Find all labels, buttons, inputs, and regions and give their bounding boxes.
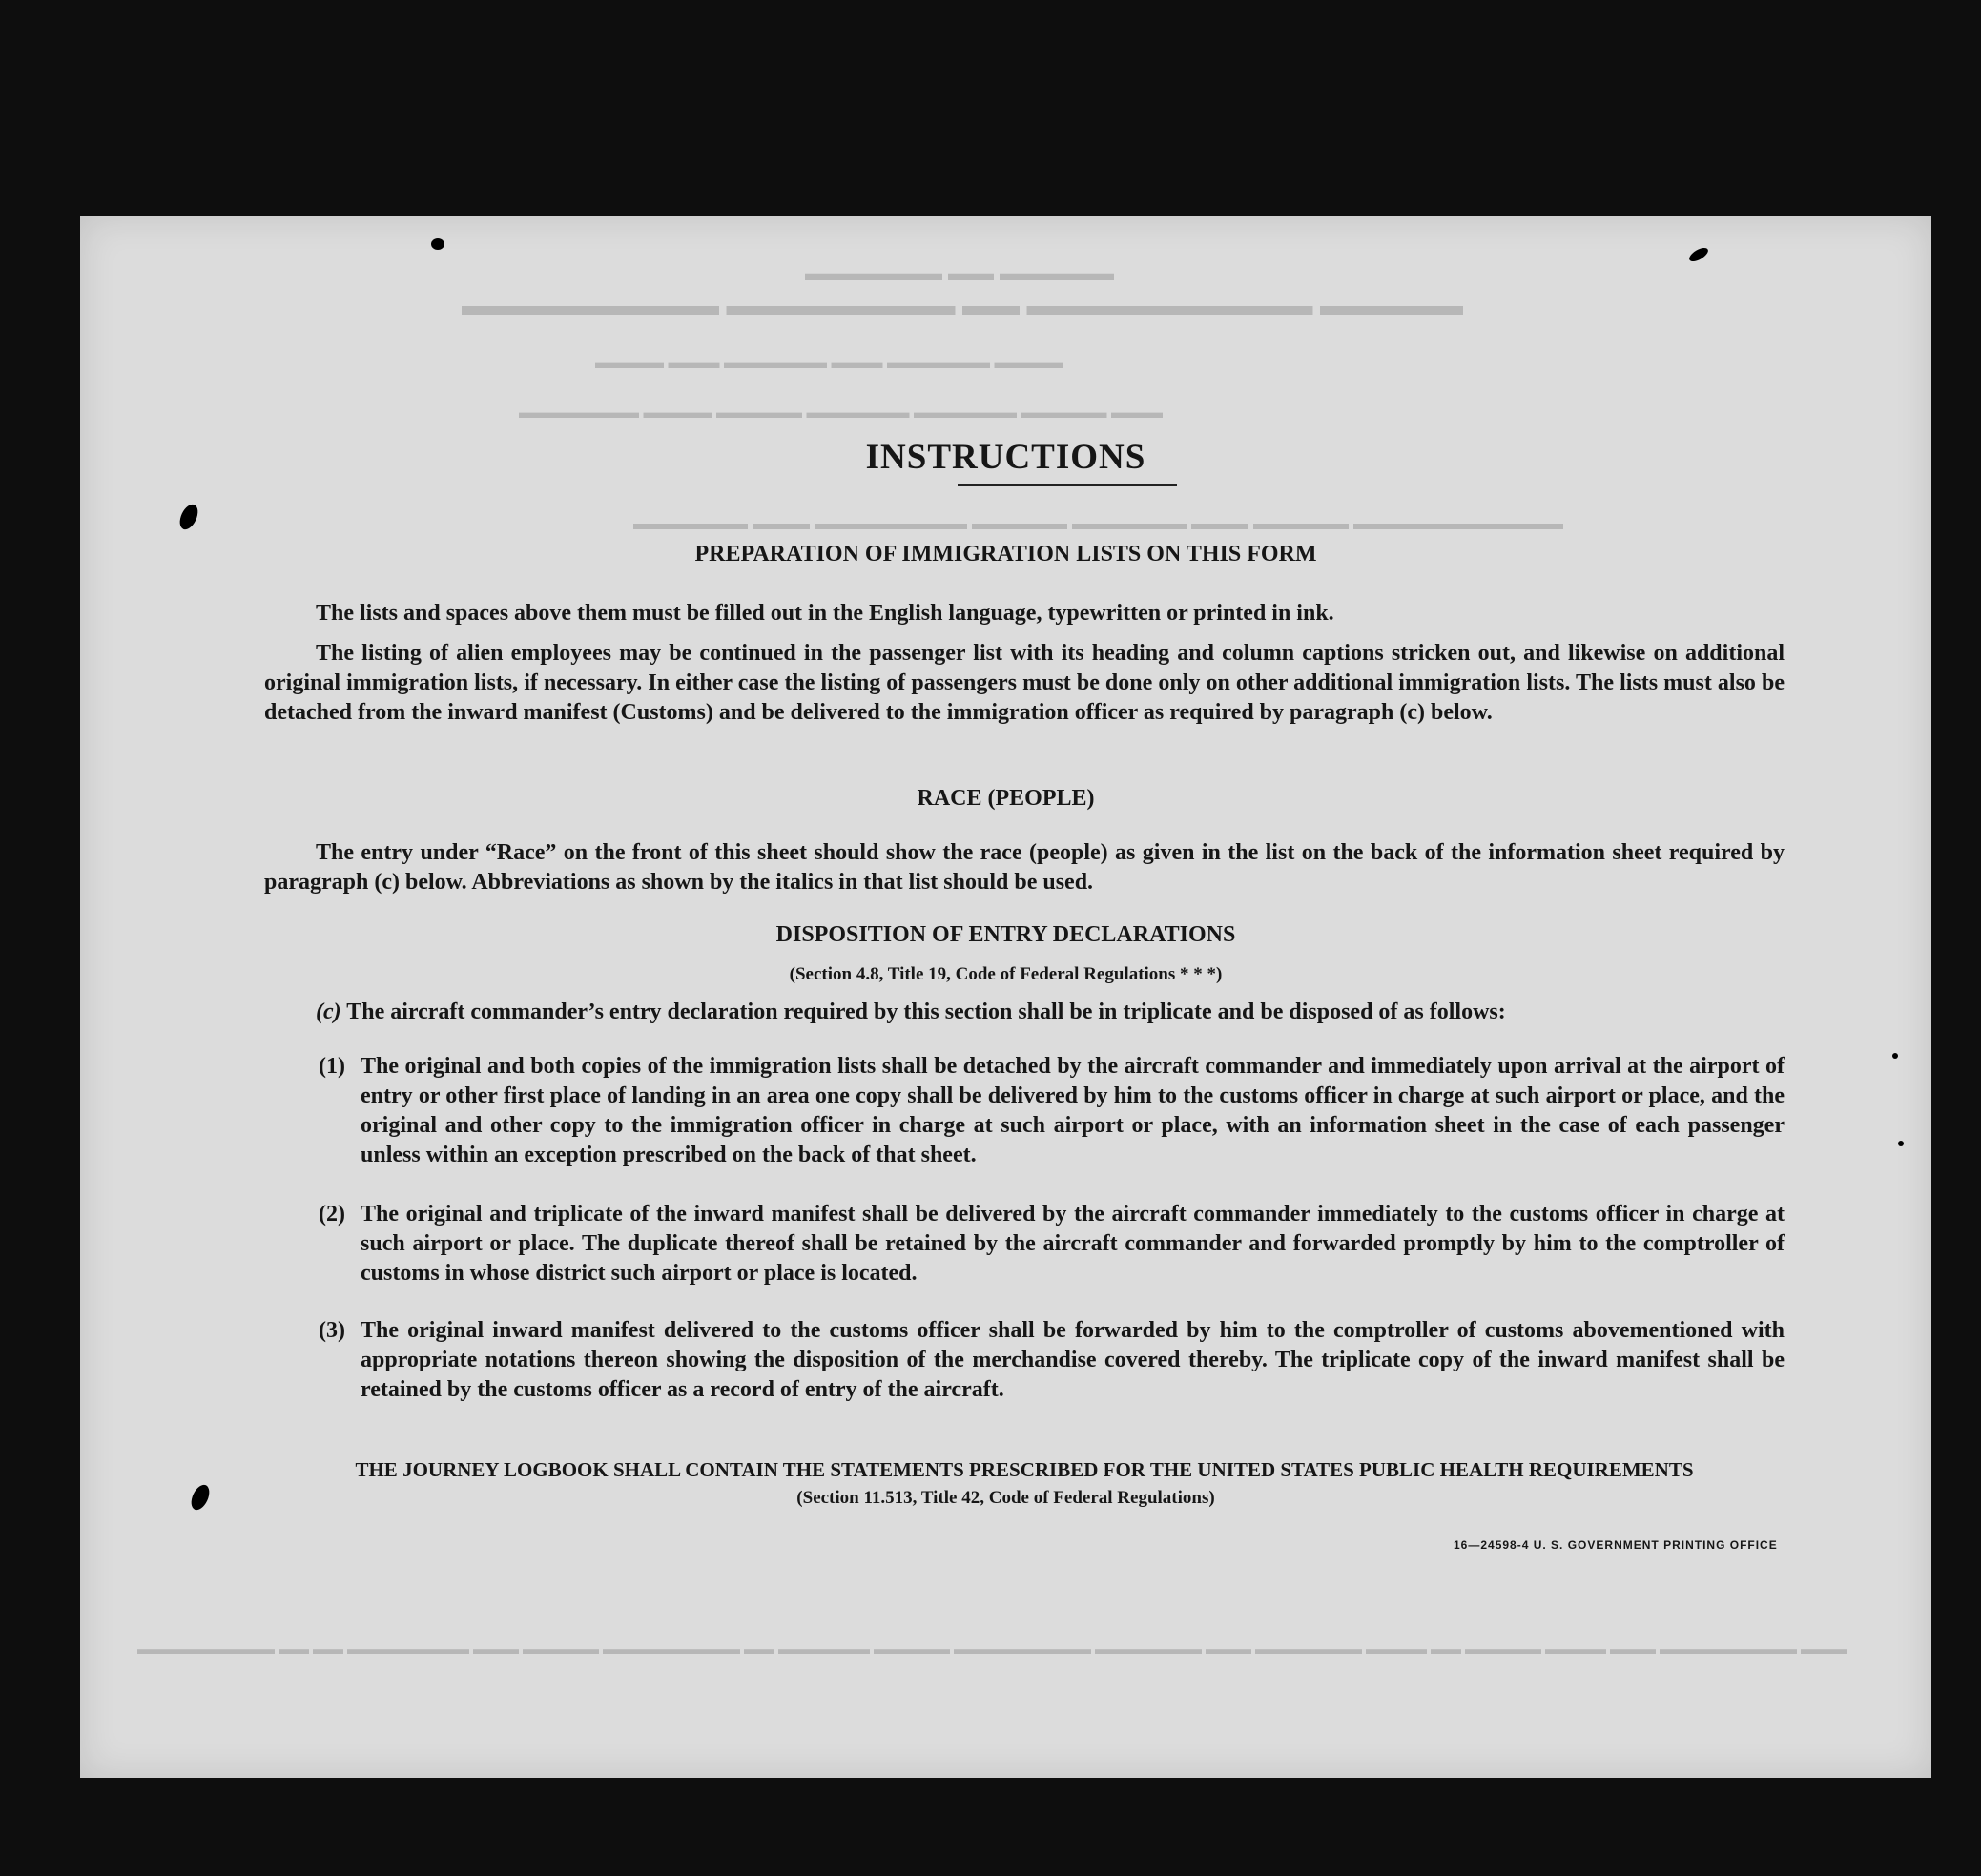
paragraph-label: (c) <box>316 1000 341 1024</box>
preparation-paragraph-2: The listing of alien employees may be continued in the passenger list with its heading and column captions stricken out, and likewise on additional original immigration lists, if necessary. In either case the listing of passengers must be done only on other additional immigration lists. The lists must also be detached from the inward manifest (Customs) and be delivered to the immigration officer as required by paragraph (c) below. <box>264 641 1785 725</box>
race-paragraph: The entry under “Race” on the front of this sheet should show the race (people) as given in the list on the back of the information sheet required by paragraph (c) below. Abbreviations as shown by the italics in that list should be used. <box>264 840 1785 895</box>
preparation-paragraph-1: The lists and spaces above them must be filled out in the English language, typewritten or printed in ink. <box>316 601 1334 626</box>
item-text: The original and triplicate of the inward manifest shall be delivered by the aircraft commander immediately to the customs officer in charge at such airport or place. The duplicate thereof shall be retained by the aircraft commander and forwarded promptly by him to the comptroller of customs in whose district such airport or place is located. <box>361 1202 1785 1286</box>
title-underline <box>958 484 1177 486</box>
instructions-content <box>80 216 1931 1778</box>
logbook-citation: (Section 11.513, Title 42, Code of Federal Regulations) <box>796 1488 1215 1508</box>
item-text: The original and both copies of the immigration lists shall be detached by the aircraft commander and immediately upon arrival at the airport of entry or other first place of landing in an area one copy shall be delivered by him to the customs officer in charge at such airport or place, and the original and other copy to the immigration officer in charge at such airport or place, with an information sheet in the case of each passenger unless within an exception prescribed on the back of that sheet. <box>361 1054 1785 1167</box>
bleed-through-text: ▬▬▬ ▬▬▬▬▬ ▬▬▬▬▬▬ ▬▬▬▬▬▬ ▬▬▬▬▬ ▬▬▬▬ ▬▬▬▬▬▬▬ <box>519 402 1163 422</box>
item-number: (3) <box>319 1318 345 1343</box>
bleed-through-text: ▬▬▬▬▬▬▬▬▬▬▬ ▬▬▬▬▬ ▬▬▬ ▬▬▬▬▬▬ ▬▬▬▬▬ ▬▬▬▬▬▬▬▬ ▬▬▬ ▬▬▬▬▬▬ <box>633 513 1563 534</box>
intro-text: The aircraft commander’s entry declaration required by this section shall be in triplicate and be disposed of as follows: <box>346 1000 1506 1024</box>
section-heading-disposition: DISPOSITION OF ENTRY DECLARATIONS <box>775 922 1236 947</box>
disposition-item-2 <box>319 1200 1785 1288</box>
item-number: (1) <box>319 1054 345 1079</box>
section-heading-race: RACE (PEOPLE) <box>917 786 1095 811</box>
page-title: INSTRUCTIONS <box>865 438 1146 477</box>
bleed-through-text: ▬▬▬▬▬ ▬▬ ▬▬▬▬▬▬ <box>805 261 1114 286</box>
bleed-through-text: ▬▬▬▬▬ ▬▬▬▬▬▬▬▬▬▬ ▬▬ ▬▬▬▬▬▬▬▬ ▬▬▬▬▬▬▬▬▬ <box>462 290 1463 321</box>
bleed-through-text: ▬▬▬ ▬▬▬▬▬▬▬▬▬ ▬▬▬ ▬▬▬▬ ▬▬▬▬▬ ▬▬ ▬▬▬▬ ▬▬▬▬▬▬▬ ▬▬▬ ▬▬▬▬▬▬▬ ▬▬▬▬▬▬▬▬▬ ▬▬▬▬▬ ▬▬▬▬▬▬ ▬▬ ▬▬▬▬▬▬▬▬▬ ▬▬▬▬▬ ▬▬▬ ▬▬▬▬▬▬▬▬ ▬▬ ▬▬ ▬▬▬▬▬▬▬▬▬ <box>137 1641 1847 1658</box>
section-heading-preparation: PREPARATION OF IMMIGRATION LISTS ON THIS FORM <box>694 542 1317 567</box>
printing-office-code: 16—24598-4 U. S. GOVERNMENT PRINTING OFFICE <box>1454 1538 1778 1552</box>
bleed-through-text: ▬▬▬▬ ▬▬▬▬▬▬ ▬▬▬ ▬▬▬▬▬▬ ▬▬▬ ▬▬▬▬ <box>595 353 1063 372</box>
logbook-heading: THE JOURNEY LOGBOOK SHALL CONTAIN THE STATEMENTS PRESCRIBED FOR THE UNITED STATES PUBLIC HEALTH REQUIREMENTS <box>355 1458 1694 1481</box>
disposition-intro <box>316 998 1785 1027</box>
disposition-citation: (Section 4.8, Title 19, Code of Federal Regulations * * *) <box>789 964 1223 984</box>
item-text: The original inward manifest delivered to the customs officer shall be forwarded by him to the comptroller of customs abovementioned with appropriate notations thereon showing the disposition of the merchandise covered thereby. The triplicate copy of the inward manifest shall be retained by the customs officer as a record of entry of the aircraft. <box>361 1318 1785 1402</box>
document-page <box>80 216 1931 1778</box>
disposition-item-1 <box>319 1052 1785 1170</box>
disposition-item-3 <box>319 1316 1785 1405</box>
item-number: (2) <box>319 1202 345 1227</box>
